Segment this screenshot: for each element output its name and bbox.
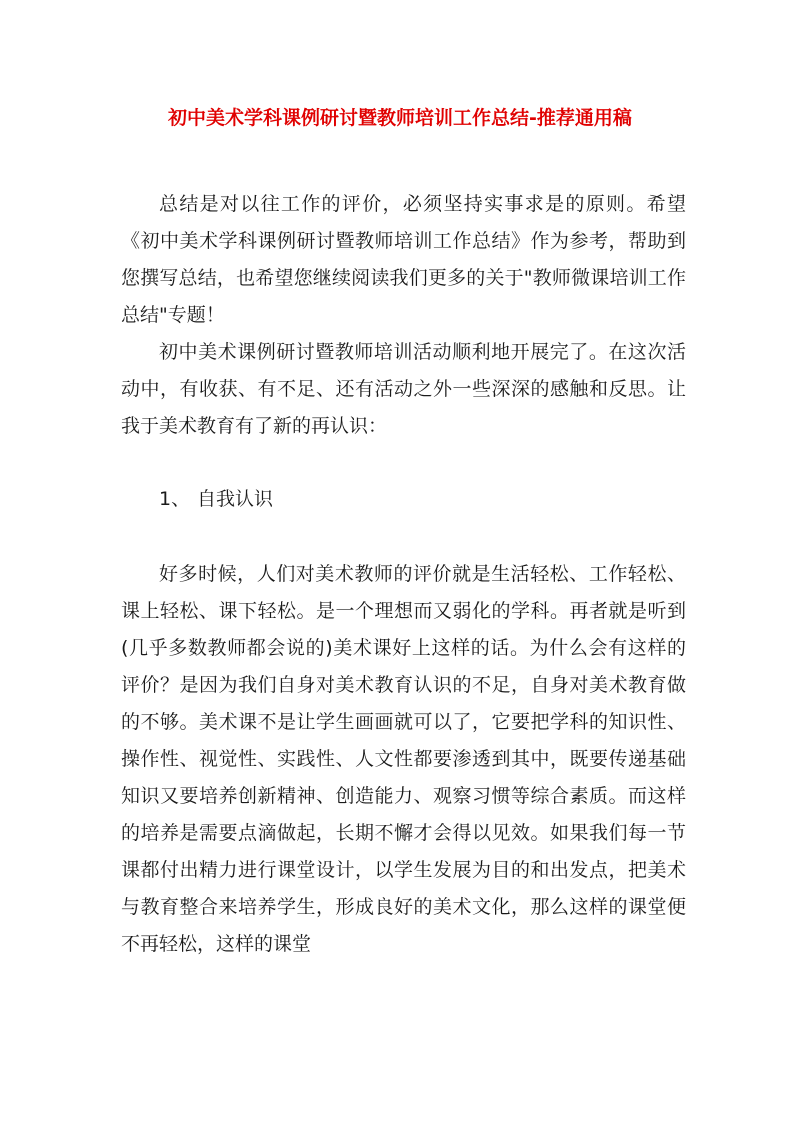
document-title: 初中美术学科课例研讨暨教师培训工作总结-推荐通用稿 <box>168 107 632 129</box>
section-heading <box>121 481 686 518</box>
opening-paragraph: 初中美术课例研讨暨教师培训活动顺利地开展完了。在这次活动中，有收获、有不足、还有活动之外一些深深的感触和反思。让我于美术教育有了新的再认识： <box>121 341 686 437</box>
document-body <box>121 186 686 963</box>
intro-paragraph: 总结是对以往工作的评价，必须坚持实事求是的原则。希望《初中美术学科课例研讨暨教师培训工作总结》作为参考，帮助到您撰写总结，也希望您继续阅读我们更多的关于"教师微课培训工作总结"专题！ <box>121 193 686 326</box>
section-number: 1、 <box>159 488 191 510</box>
spacer <box>121 518 686 556</box>
section-heading-text: 自我认识 <box>197 488 274 510</box>
spacer <box>121 445 686 481</box>
section-body-paragraph: 好多时候，人们对美术教师的评价就是生活轻松、工作轻松、课上轻松、课下轻松。是一个理想而又弱化的学科。再者就是听到(几乎多数教师都会说的)美术课好上这样的话。为什么会有这样的评价？是因为我们自身对美术教育认识的不足，自身对美术教育做的不够。美术课不是让学生画画就可以了，它要把学科的知识性、操作性、视觉性、实践性、人文性都要渗透到其中，既要传递基础知识又要培养创新精神、创造能力、观察习惯等综合素质。而这样的培养是需要点滴做起，长期不懈才会得以见效。如果我们每一节课都付出精力进行课堂设计，以学生发展为目的和出发点，把美术与教育整合来培养学生，形成良好的美术文化，那么这样的课堂便不再轻松，这样的课堂 <box>121 563 686 955</box>
